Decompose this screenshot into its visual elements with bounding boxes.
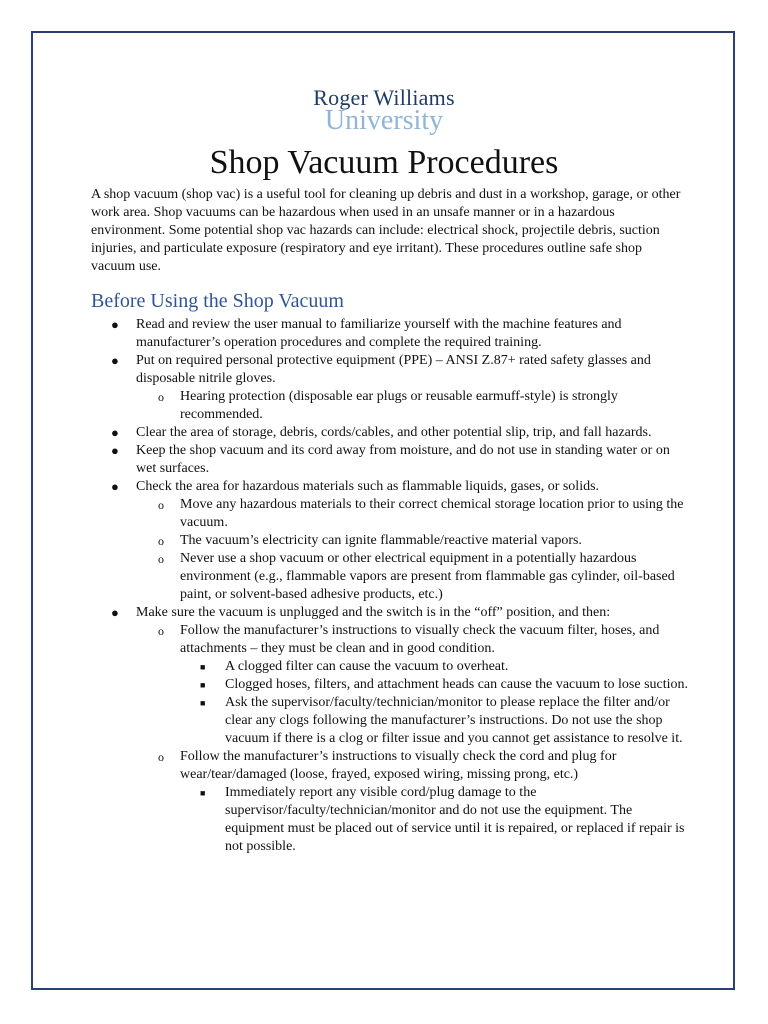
- circle-bullet-icon: o: [158, 390, 164, 404]
- intro-paragraph: A shop vacuum (shop vac) is a useful tool for cleaning up debris and dust in a workshop, garage, or other work area. Shop vacuums can be hazardous when used in an unsafe manner or in a hazardous environment. Some potential shop vac hazards can include: electrical shock, projectile debris, suction injuries, and particulate exposure (respiratory and eye irritant). These procedures outline safe shop vacuum use.: [91, 187, 681, 274]
- list-item-text: Put on required personal protective equipment (PPE) – ANSI Z.87+ rated safety glasses and disposable nitrile gloves.: [136, 353, 651, 386]
- list-item-text: Make sure the vacuum is unplugged and the switch is in the “off” position, and then:: [136, 605, 611, 620]
- list-item-text: A clogged filter can cause the vacuum to overheat.: [225, 659, 509, 674]
- square-bullet-icon: ■: [200, 788, 206, 798]
- sub-list-item: [136, 532, 691, 550]
- bullet-icon: ●: [111, 425, 119, 440]
- square-bullet-icon: ■: [200, 662, 206, 672]
- list-item-text: Check the area for hazardous materials such as flammable liquids, gases, or solids.: [136, 479, 600, 494]
- list-item-text: Never use a shop vacuum or other electrical equipment in a potentially hazardous environment (e.g., flammable vapors are present from flammable gas cylinder, oil-based paint, or solvent-based adhesive products, etc.): [180, 551, 675, 602]
- circle-bullet-icon: o: [158, 552, 164, 566]
- list-item-text: Read and review the user manual to familiarize yourself with the machine features and manufacturer’s operation procedures and complete the required training.: [136, 317, 622, 350]
- sub-list-item: [136, 550, 691, 604]
- list-item: [91, 604, 691, 856]
- logo-line-1: Roger Williams: [313, 85, 455, 110]
- list-item-text: Hearing protection (disposable ear plugs or reusable earmuff-style) is strongly recommended.: [180, 389, 618, 422]
- list-item-text: Follow the manufacturer’s instructions to visually check the vacuum filter, hoses, and attachments – they must be clean and in good condition.: [180, 623, 660, 656]
- section-heading: Before Using the Shop Vacuum: [91, 290, 344, 312]
- list-item-text: Clogged hoses, filters, and attachment heads can cause the vacuum to lose suction.: [225, 677, 689, 692]
- list-item: [91, 352, 691, 424]
- bullet-icon: ●: [111, 479, 119, 494]
- circle-bullet-icon: o: [158, 498, 164, 512]
- sub-sub-list-item: [180, 784, 691, 856]
- sub-list-item: [136, 622, 691, 748]
- logo-line-2: University: [324, 105, 444, 136]
- square-bullet-icon: ■: [200, 680, 206, 690]
- list-item-text: Follow the manufacturer’s instructions to visually check the cord and plug for wear/tear/damaged (loose, frayed, exposed wiring, missing prong, etc.): [180, 749, 617, 782]
- list-item: [91, 442, 691, 478]
- list-item-text: Keep the shop vacuum and its cord away from moisture, and do not use in standing water or on wet surfaces.: [136, 443, 670, 476]
- sub-list-item: [136, 748, 691, 856]
- procedure-list: [91, 316, 691, 856]
- sub-sub-list-item: [180, 676, 691, 694]
- sub-sub-list-item: [180, 694, 691, 748]
- list-item-text: Immediately report any visible cord/plug damage to the supervisor/faculty/technician/monitor and do not use the equipment. The equipment must be placed out of service until it is repaired, or replaced if repair is not possible.: [225, 785, 685, 854]
- list-item-text: The vacuum’s electricity can ignite flammable/reactive material vapors.: [180, 533, 582, 548]
- list-item-text: Clear the area of storage, debris, cords/cables, and other potential slip, trip, and fall hazards.: [136, 425, 652, 440]
- sub-list-item: [136, 496, 691, 532]
- list-item-text: Ask the supervisor/faculty/technician/monitor to please replace the filter and/or clear any clogs following the manufacturer’s instructions. Do not use the shop vacuum if there is a clog or filter issue and you cannot get assistance to resolve it.: [225, 695, 683, 746]
- sub-list-item: [136, 388, 691, 424]
- sub-sub-list-item: [180, 658, 691, 676]
- bullet-icon: ●: [111, 605, 119, 620]
- circle-bullet-icon: o: [158, 750, 164, 764]
- list-item-text: Move any hazardous materials to their correct chemical storage location prior to using the vacuum.: [180, 497, 684, 530]
- bullet-icon: ●: [111, 317, 119, 332]
- page-title: Shop Vacuum Procedures: [209, 144, 559, 181]
- circle-bullet-icon: o: [158, 534, 164, 548]
- university-logo: [0, 85, 768, 136]
- bullet-icon: ●: [111, 353, 119, 368]
- list-item: [91, 316, 691, 352]
- square-bullet-icon: ■: [200, 698, 206, 708]
- list-item: [91, 478, 691, 604]
- list-item: [91, 424, 691, 442]
- bullet-icon: ●: [111, 443, 119, 458]
- circle-bullet-icon: o: [158, 624, 164, 638]
